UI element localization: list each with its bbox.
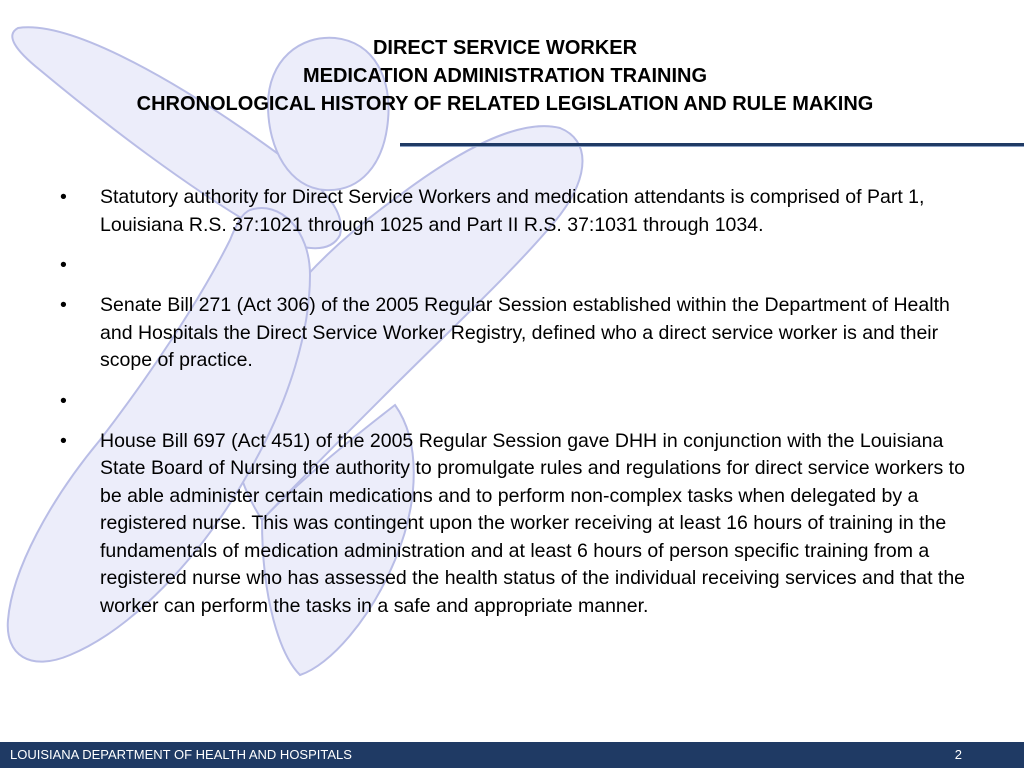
title-line-2: MEDICATION ADMINISTRATION TRAINING bbox=[302, 65, 708, 87]
bullet-dot-icon: • bbox=[60, 389, 67, 412]
bullet-dot-icon: • bbox=[60, 429, 67, 452]
bullet-item bbox=[58, 184, 968, 239]
title-line-3: CHRONOLOGICAL HISTORY OF RELATED LEGISLATION AND RULE MAKING bbox=[136, 93, 874, 115]
bullet-item-empty bbox=[58, 252, 968, 279]
footer-bar bbox=[0, 742, 1024, 768]
bullet-list bbox=[58, 184, 968, 633]
title-line-1: DIRECT SERVICE WORKER bbox=[372, 37, 638, 59]
bullet-item bbox=[58, 292, 968, 375]
bullet-text: Senate Bill 271 (Act 306) of the 2005 Regular Session established within the Department of Health and Hospitals the Direct Service Worker Registry, defined who a direct service worker is and their scope of practice. bbox=[100, 294, 950, 371]
bullet-dot-icon: • bbox=[60, 294, 67, 316]
title-divider bbox=[400, 143, 1024, 147]
slide-page-number: 2 bbox=[954, 747, 962, 762]
bullet-dot-icon: • bbox=[60, 254, 67, 276]
footer-organization: LOUISIANA DEPARTMENT OF HEALTH AND HOSPITALS bbox=[10, 747, 352, 762]
bullet-dot-icon: • bbox=[60, 186, 67, 208]
bullet-text: Statutory authority for Direct Service Workers and medication attendants is comprised of Part 1, Louisiana R.S. 37:1021 through 1025 and Part II R.S. 37:1031 through 1034. bbox=[100, 186, 925, 236]
bullet-text: House Bill 697 (Act 451) of the 2005 Regular Session gave DHH in conjunction with the Louisiana State Board of Nursing the authority to promulgate rules and regulations for direct service workers to be able administer certain medications and to perform non-complex tasks when delegated by a registered nurse. This was contingent upon the worker receiving at least 16 hours of training in the fundamentals of medication administration and at least 6 hours of person specific training from a registered nurse who has assessed the health status of the individual receiving services and that the worker can perform the tasks in a safe and appropriate manner. bbox=[100, 429, 966, 617]
bullet-item-empty bbox=[58, 388, 968, 415]
slide-title bbox=[40, 34, 970, 118]
bullet-item bbox=[58, 428, 968, 621]
